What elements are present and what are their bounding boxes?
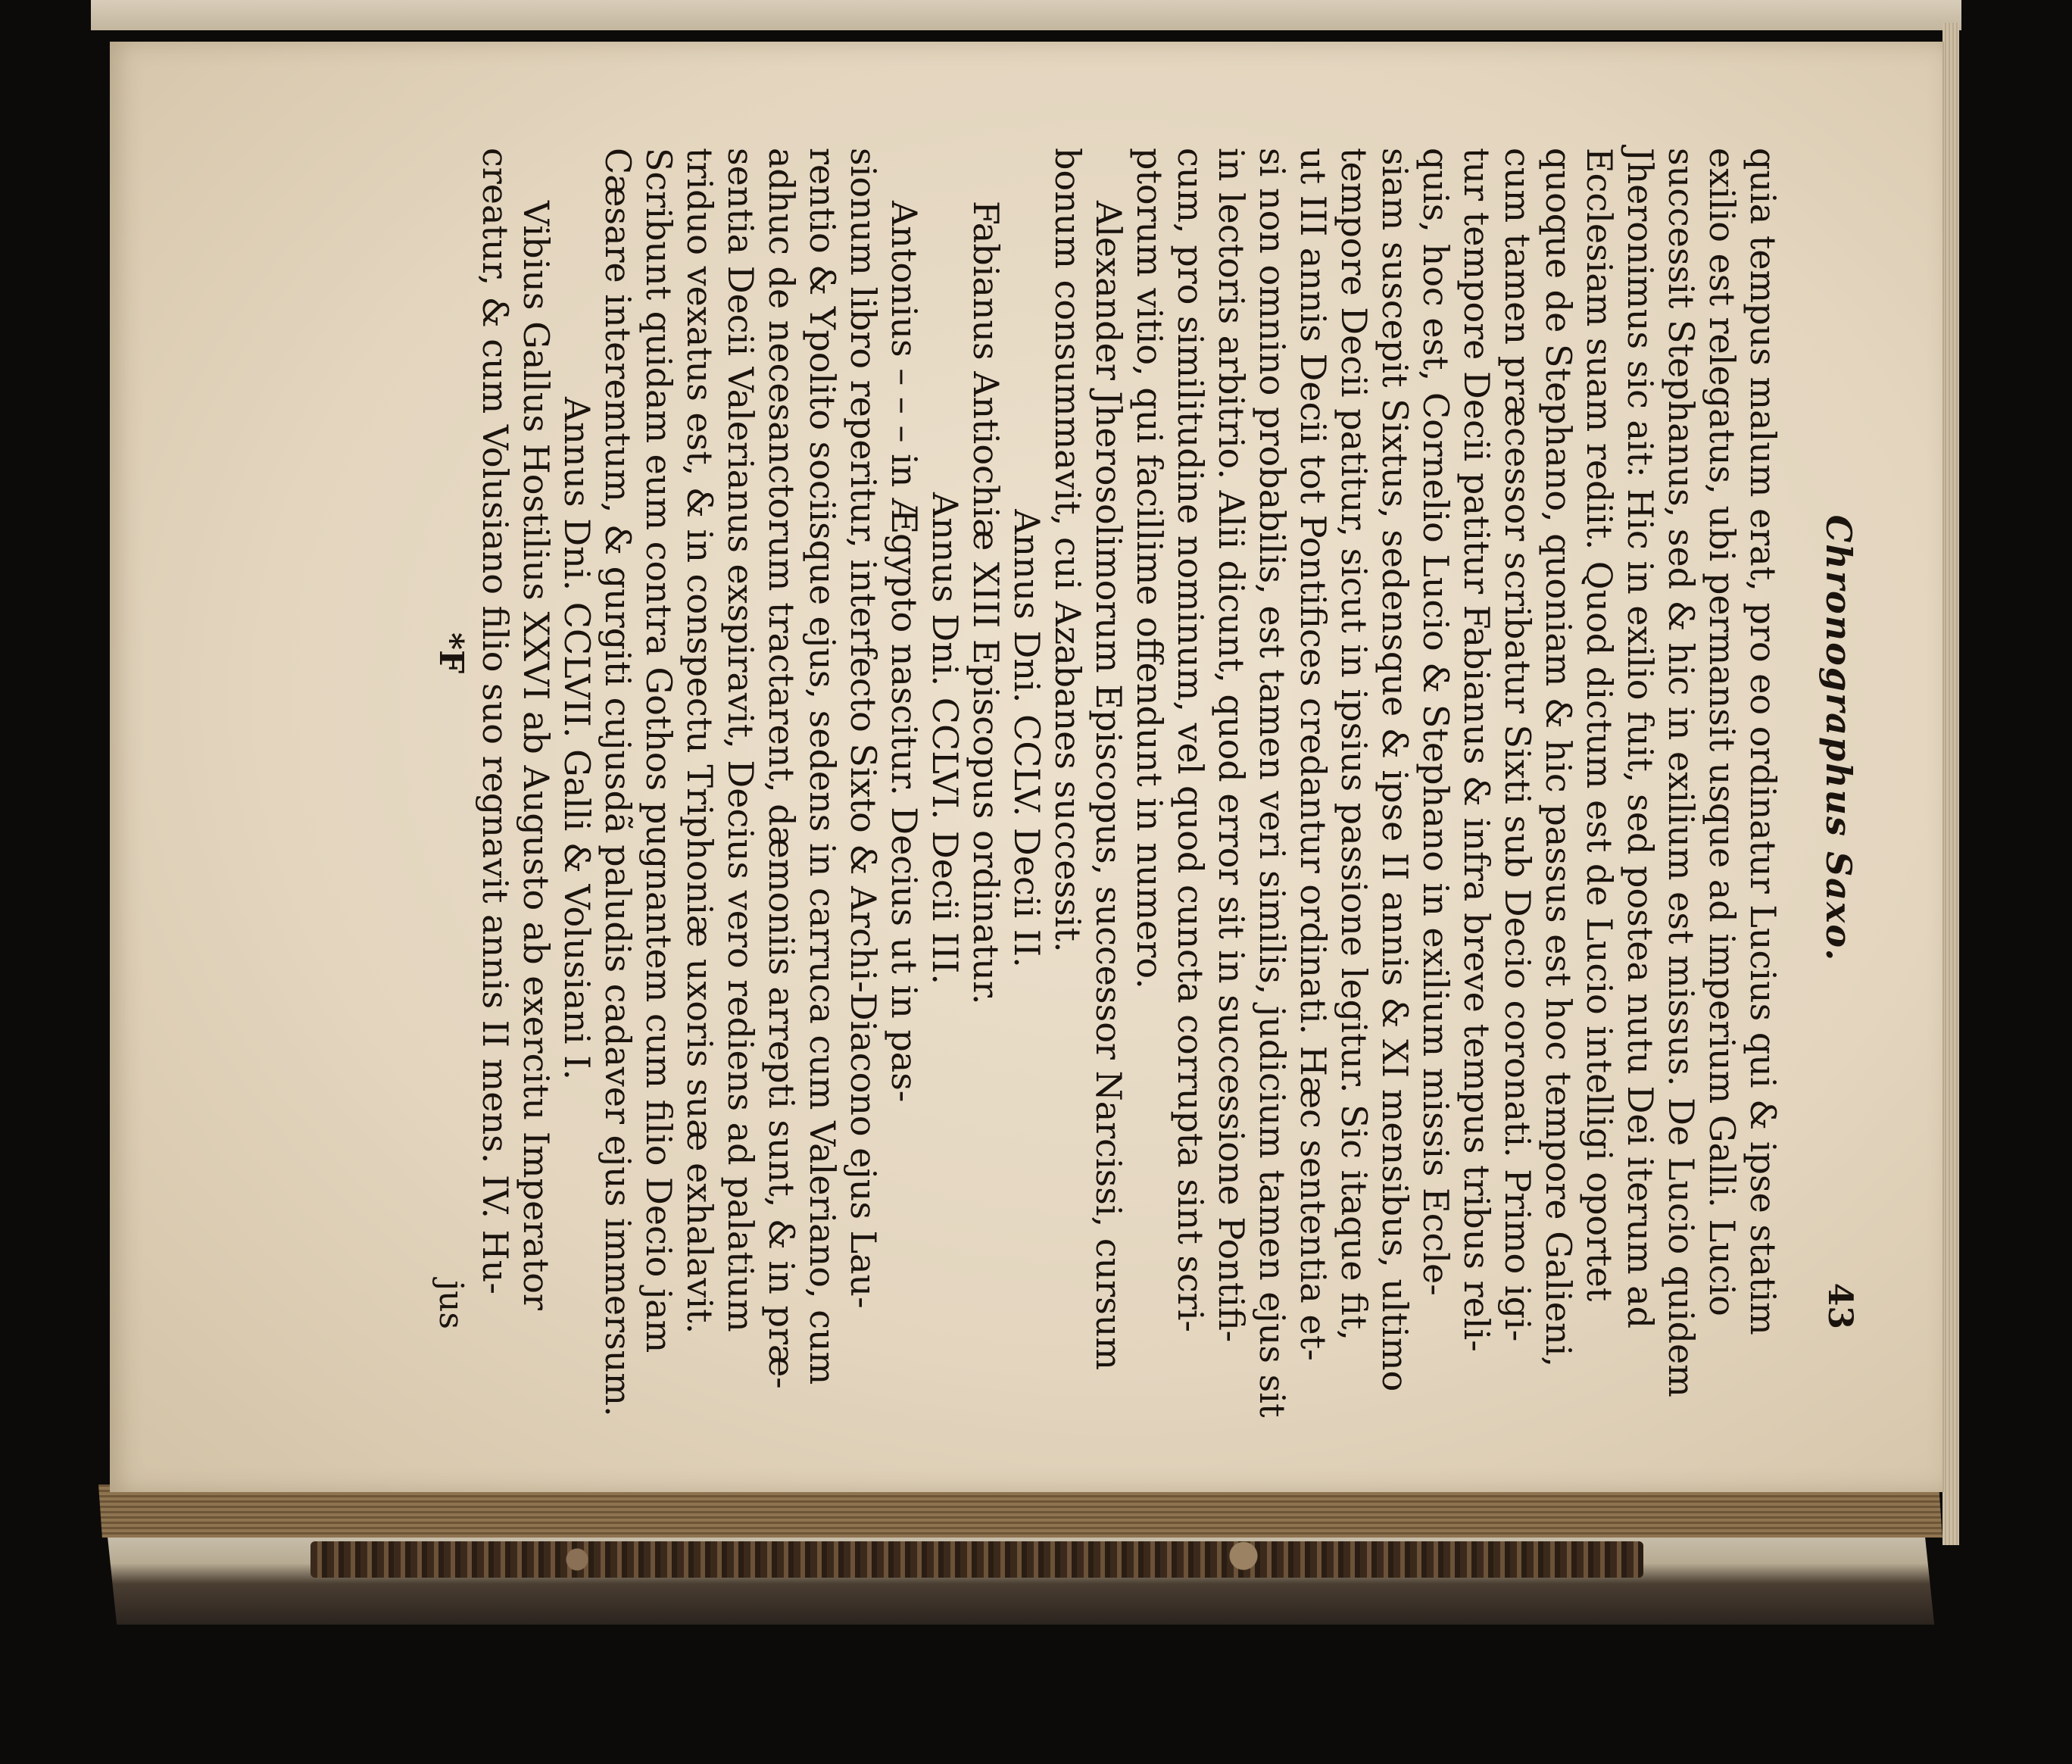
text-line: rentio & Ypolito sociisque ejus, sedens in carruca cum Valeriano, cum bbox=[802, 148, 843, 1385]
text-line: Fabianus Antiochiæ XIII Episcopus ordinatur. bbox=[966, 201, 1006, 1005]
text-line: Jheronimus sic ait: Hic in exilio fuit, sed postea nutu Dei iterum ad bbox=[1620, 148, 1661, 1329]
text-line: Alexander Jherosolimorum Episcopus, successor Narcissi, cursum bbox=[1088, 201, 1129, 1371]
text-line: cum tamen præcessor scribatur Sixti sub Decio coronati. Primo igi- bbox=[1497, 148, 1538, 1342]
text-line: in lectoris arbitrio. Alii dicunt, quod error sit in successione Pontifi- bbox=[1211, 148, 1252, 1343]
text-line: sionum libro reperitur, interfecto Sixto & Archi-Diacono ejus Lau- bbox=[843, 148, 884, 1309]
page-edges-bottom bbox=[98, 1485, 1942, 1538]
text-line: siam suscepit Sixtus, sedensque & ipse II annis & XI mensibus, ultimo bbox=[1375, 148, 1415, 1392]
page-number: 43 bbox=[1821, 1282, 1859, 1329]
text-line: ut III annis Decii tot Pontifices credantur ordinati. Hæc sententia et- bbox=[1293, 148, 1334, 1361]
text-line: sentia Decii Valerianus exspiravit, Decius vero rediens ad palatium bbox=[720, 148, 761, 1332]
text-line: Ecclesiam suam rediit. Quod dictum est de Lucio intelligi oportet bbox=[1579, 148, 1620, 1302]
text-line: tur tempore Decii patitur Fabianus & infra breve tempus tribus reli- bbox=[1456, 148, 1497, 1352]
page-edges bbox=[1942, 23, 1959, 1545]
text-line: tempore Decii patitur, sicut in ipsius passione legitur. Sic itaque fit, bbox=[1334, 148, 1375, 1341]
text-line: Annus Dni. CCLVI. Decii III. bbox=[925, 492, 966, 985]
book-cover-top bbox=[91, 0, 1961, 30]
text-line: adhuc de necesanctorum tractarent, dæmoniis arrepti sunt, & in præ- bbox=[761, 148, 802, 1389]
page-header bbox=[1783, 148, 1859, 1329]
text-line: ptorum vitio, qui facillime offendunt in numero. bbox=[1129, 148, 1170, 989]
text-line: si non omnino probabilis, est tamen veri similis, judicium tamen ejus sit bbox=[1252, 148, 1293, 1418]
text-line: triduo vexatus est, & in conspectu Triphoniæ uxoris suæ exhalavit. bbox=[679, 148, 720, 1335]
text-line: quoque de Stephano, quoniam & hic passus est hoc tempore Galieni, bbox=[1538, 148, 1579, 1367]
page-text-block bbox=[432, 148, 1859, 1418]
text-line: bonum consummavit, cui Azabanes successit. bbox=[1047, 148, 1088, 953]
text-line: quis, hoc est, Cornelio Lucio & Stephano in exilium missis Eccle- bbox=[1415, 148, 1456, 1296]
text-line: successit Stephanus, sed & hic in exilium est missus. De Lucio quidem bbox=[1661, 148, 1702, 1397]
text-line: creatur, & cum Volusiano filio suo regnavit annis II mens. IV. Hu- bbox=[475, 148, 516, 1294]
text-line: exilio est relegatus, ubi permansit usque ad imperium Galli. Lucio bbox=[1702, 148, 1743, 1316]
text-line: quia tempus malum erat, pro eo ordinatur Lucius qui & ipse statim bbox=[1743, 148, 1783, 1335]
text-line: Scribunt quidam eum contra Gothos pugnantem cum filio Decio jam bbox=[638, 148, 679, 1353]
text-line: Annus Dni. CCLV. Decii II. bbox=[1006, 509, 1047, 968]
text-line: Annus Dni. CCLVII. Galli & Volusiani I. bbox=[557, 396, 598, 1081]
page-footer bbox=[425, 148, 470, 1329]
running-head: Chronographus Saxo. bbox=[1818, 514, 1859, 963]
catchword: jus bbox=[432, 1280, 470, 1329]
marbled-edge bbox=[310, 1541, 1643, 1578]
text-line: Cæsare interemtum, & gurgiti cujusdã paludis cadaver ejus immersum. bbox=[598, 148, 638, 1417]
text-line: Vibius Gallus Hostilius XXVI ab Augusto ab exercitu Imperator bbox=[516, 201, 557, 1310]
signature-mark: *F bbox=[432, 632, 470, 674]
text-line: Antonius – – – in Ægypto nascitur. Decius ut in pas- bbox=[884, 201, 925, 1103]
text-line: cum, pro similitudine nominum, vel quod cuncta corrupta sint scri- bbox=[1170, 148, 1211, 1332]
text-lines bbox=[475, 148, 1783, 1418]
